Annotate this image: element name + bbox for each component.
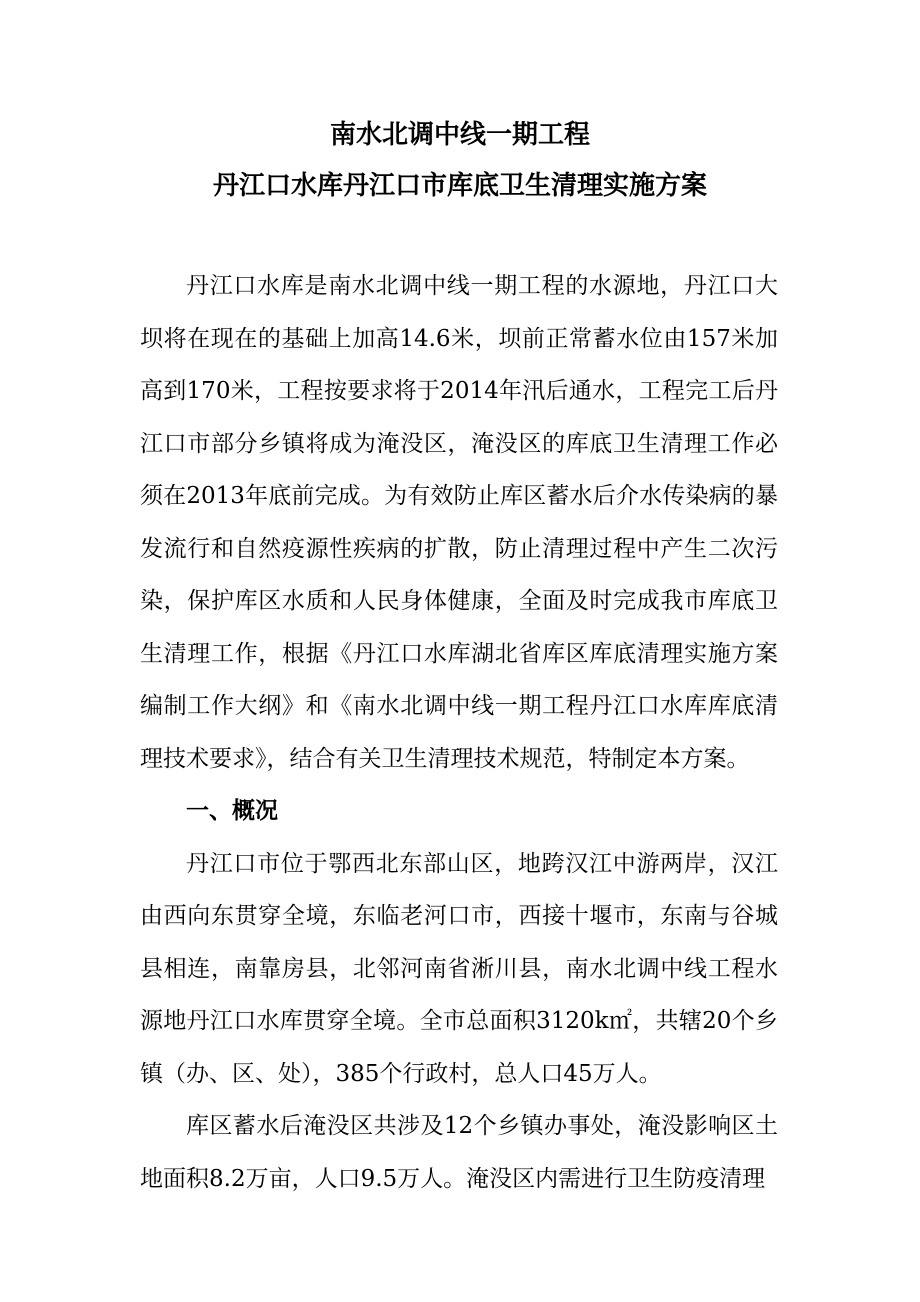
document-title-line-1: 南水北调中线一期工程 — [329, 120, 590, 150]
paragraph-intro: 丹江口水库是南水北调中线一期工程的水源地，丹江口大坝将在现在的基础上加高14.6米，坝前正常蓄水位由157米加高到170米，工程按要求将于2014年汛后通水，工程完工后丹江口市部分乡镇将成为淹没区，淹没区的库底卫生清理工作必须在2013年底前完成。为有效防止库区蓄水后介水传染病的暴发流行和自然疫源性疾病的扩散，防止清理过程中产生二次污染，保护库区水质和人民身体健康，全面及时完成我市库底卫生清理工作，根据《丹江口水库湖北省库区库底清理实施方案编制工作大纲》和《南水北调中线一期工程丹江口水库库底清理技术要求》，结合有关卫生清理技术规范，特制定本方案。 — [140, 273, 778, 772]
section-heading-overview: 一、概况 — [186, 798, 278, 824]
paragraph-overview-1: 丹江口市位于鄂西北东部山区，地跨汉江中游两岸，汉江由西向东贯穿全境，东临老河口市，西接十堰市，东南与谷城县相连，南靠房县，北邻河南省淅川县，南水北调中线工程水源地丹江口水库贯穿全境。全市总面积3120k㎡，共辖20个乡镇（办、区、处），385个行政村，总人口45万人。 — [140, 850, 778, 1087]
document-title-line-2: 丹江口水库丹江口市库底卫生清理实施方案 — [212, 171, 707, 201]
paragraph-overview-2: 库区蓄水后淹没区共涉及12个乡镇办事处，淹没影响区土地面积8.2万亩，人口9.5万人。淹没区内需进行卫生防疫清理 — [140, 1113, 778, 1192]
document-body — [140, 260, 778, 1205]
